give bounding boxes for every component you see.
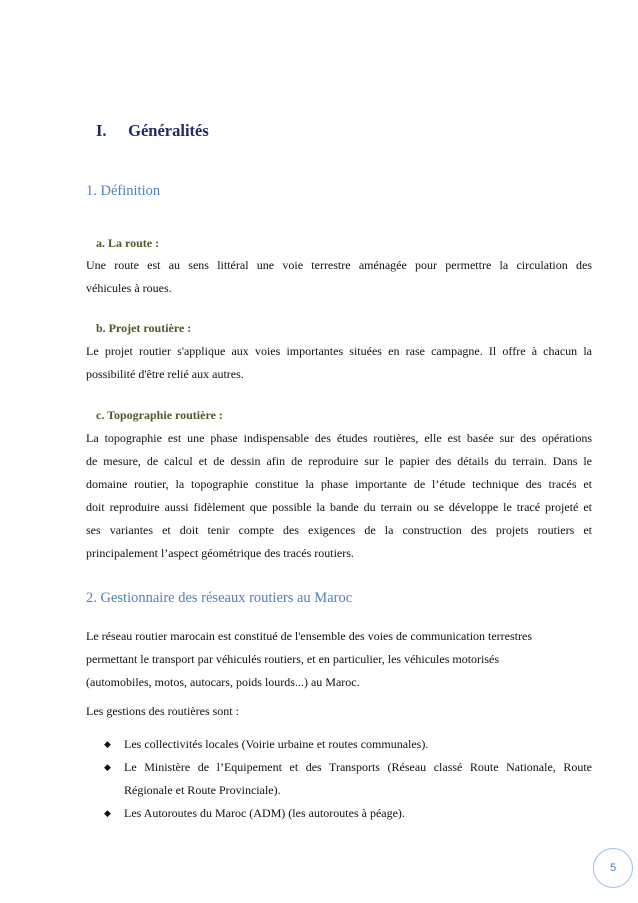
topographie-line: ses variantes et doit tenir compte des exigences de la construction des projets routiers et: [86, 523, 592, 537]
topographie-line: doit reproduire aussi fidèlement que possible la bande du terrain ou se développe le tracé projeté et: [86, 500, 592, 514]
diamond-bullet-icon: ◆: [104, 808, 111, 818]
gestionnaire-line: Le réseau routier marocain est constitué de l'ensemble des voies de communication terrestres: [86, 629, 532, 643]
page-number: 5: [609, 862, 617, 874]
section-number: I.: [96, 121, 107, 140]
topographie-line: La topographie est une phase indispensable des études routières, elle est basée sur des opérations: [86, 431, 592, 445]
route-line: véhicules à roues.: [86, 281, 172, 295]
diamond-bullet-icon: ◆: [104, 762, 111, 772]
projet-label: b. Projet routière :: [96, 321, 192, 335]
section-title: Généralités: [128, 121, 209, 140]
topographie-paragraph: [86, 427, 592, 565]
gestions-list: [104, 733, 592, 825]
definition-heading: 1. Définition: [86, 183, 161, 199]
route-line: Une route est au sens littéral une voie terrestre aménagée pour permettre la circulation des: [86, 258, 592, 272]
topographie-line: principalement l’aspect géométrique des tracés routiers.: [86, 546, 354, 560]
gestionnaire-heading: 2. Gestionnaire des réseaux routiers au Maroc: [86, 590, 353, 606]
route-label: a. La route :: [96, 236, 160, 250]
list-item-text: Les collectivités locales (Voirie urbaine et routes communales).: [124, 737, 429, 751]
gestions-intro: Les gestions des routières sont :: [86, 704, 239, 718]
topographie-line: domaine routier, la topographie constitue la phase importante de l’étude technique des tracés et: [86, 477, 592, 491]
route-paragraph: [86, 254, 592, 300]
gestionnaire-paragraph: [86, 625, 532, 694]
list-item-text: Les Autoroutes du Maroc (ADM) (les autoroutes à péage).: [124, 806, 405, 820]
list-item: [104, 733, 592, 756]
list-item-text: Le Ministère de l’Equipement et des Transports (Réseau classé Route Nationale, Route Régionale et Route Provinciale).: [124, 760, 592, 797]
gestionnaire-line: permettant le transport par véhiculés routiers, et en particulier, les véhicules motorisés: [86, 652, 500, 666]
projet-line: Le projet routier s'applique aux voies importantes situées en rase campagne. Il offre à chacun la: [86, 344, 592, 358]
projet-paragraph: [86, 340, 592, 386]
topographie-label: c. Topographie routière :: [96, 408, 223, 422]
diamond-bullet-icon: ◆: [104, 739, 111, 749]
list-item: [104, 802, 592, 825]
section-heading: [96, 121, 209, 141]
list-item: [104, 756, 592, 802]
gestionnaire-line: (automobiles, motos, autocars, poids lourds...) au Maroc.: [86, 675, 360, 689]
projet-line: possibilité d'être relié aux autres.: [86, 367, 244, 381]
topographie-line: de mesure, de calcul et de dessin afin de reproduire sur le papier des détails du terrain. Dans le: [86, 454, 592, 468]
page-number-badge: [593, 848, 633, 888]
